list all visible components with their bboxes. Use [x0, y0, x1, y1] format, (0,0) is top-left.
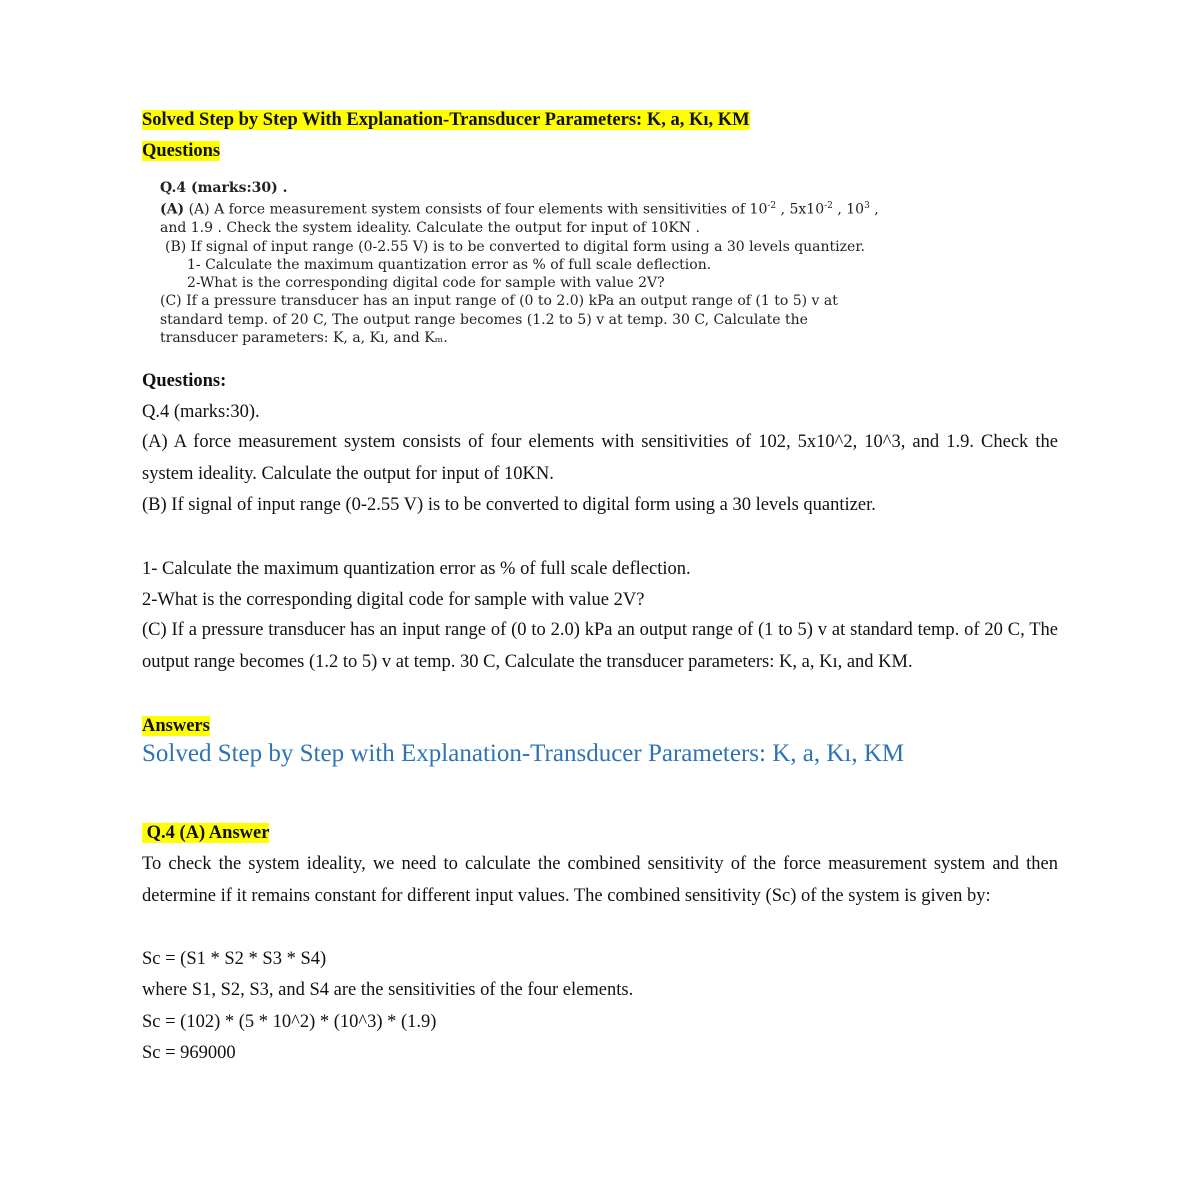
scan-exp-1: -2 [767, 201, 777, 212]
scan-exp-3: 3 [864, 201, 870, 212]
q4a-label-line [142, 821, 269, 845]
title-line [142, 108, 750, 132]
scan-part-c-end: transducer parameters: K, a, Kı, and Kₘ. [160, 330, 448, 347]
question-part-b1: 1- Calculate the maximum quantization error as % of full scale deflection. [142, 559, 691, 579]
page-title: Solved Step by Step With Explanation-Transducer Parameters: K, a, Kı, KM [142, 110, 750, 130]
scan-part-a-b: , 5x10 [776, 201, 825, 218]
scan-part-a-c: , 10 [832, 201, 865, 218]
scan-part-a-cont: and 1.9 . Check the system ideality. Calculate the output for input of 10KN . [160, 220, 700, 237]
scan-part-b1: 1- Calculate the maximum quantization error as % of full scale deflection. [187, 256, 712, 273]
q4a-answer-label: Q.4 (A) Answer [142, 823, 270, 843]
question-part-c: (C) If a pressure transducer has an input range of (0 to 2.0) kPa an output range of (1 to 5) v at standard temp. of 20 C, The output range becomes (1.2 to 5) v at temp. 30 C, Calculate the transducer parameters: K, a, Kı, and KM. [142, 620, 1058, 672]
question-part-a: (A) A force measurement system consists of four elements with sensitivities of 102, 5x10^2, 10^3, and 1.9. Check the system ideality. Calculate the output for input of 10KN. [142, 432, 1058, 484]
scan-exp-2: -2 [824, 201, 833, 212]
scan-part-a-text: (A) A force measurement system consists of four elements with sensitivities of 10 [188, 201, 768, 218]
question-part-b2: 2-What is the corresponding digital code for sample with value 2V? [142, 590, 645, 610]
questions-label-line [142, 139, 220, 163]
answers-label: Answers [142, 716, 210, 736]
scan-part-c-cont: standard temp. of 20 C, The output range becomes (1.2 to 5) v at temp. 30 C, Calculate the [160, 311, 808, 328]
scan-part-a-d: , [869, 201, 879, 218]
scan-part-b2: 2-What is the corresponding digital code for sample with value 2V? [187, 275, 665, 292]
scanned-question-image [160, 179, 1020, 347]
scan-part-c: (C) If a pressure transducer has an input range of (0 to 2.0) kPa an output range of (1 to 5) v at [160, 293, 838, 310]
where-line: where S1, S2, S3, and S4 are the sensitivities of the four elements. [142, 980, 634, 1000]
answer-intro: To check the system ideality, we need to calculate the combined sensitivity of the force measurement system and then determine if it remains constant for different input values. The combined sensitivity (Sc) of the system is given by: [142, 854, 1058, 906]
formula-line: Sc = (S1 * S2 * S3 * S4) [142, 949, 327, 969]
calc-line: Sc = (102) * (5 * 10^2) * (10^3) * (1.9) [142, 1012, 437, 1032]
result-line: Sc = 969000 [142, 1043, 236, 1063]
answers-heading: Solved Step by Step with Explanation-Transducer Parameters: K, a, Kı, KM [142, 740, 905, 767]
question-part-b: (B) If signal of input range (0-2.55 V) is to be converted to digital form using a 30 levels quantizer. [142, 495, 876, 515]
scan-part-b: (B) If signal of input range (0-2.55 V) is to be converted to digital form using a 30 levels quantizer. [165, 238, 865, 255]
question-marks: Q.4 (marks:30). [142, 402, 260, 422]
questions-heading: Questions: [142, 371, 227, 391]
scan-marks: Q.4 (marks:30) . [160, 180, 288, 196]
scan-part-a: (A) (A) A force measurement system consists of four elements with sensitivities of $10^{-2}$ , $5x10^{-2}$ , $10^3$ , [160, 201, 879, 218]
questions-label: Questions [142, 141, 221, 161]
